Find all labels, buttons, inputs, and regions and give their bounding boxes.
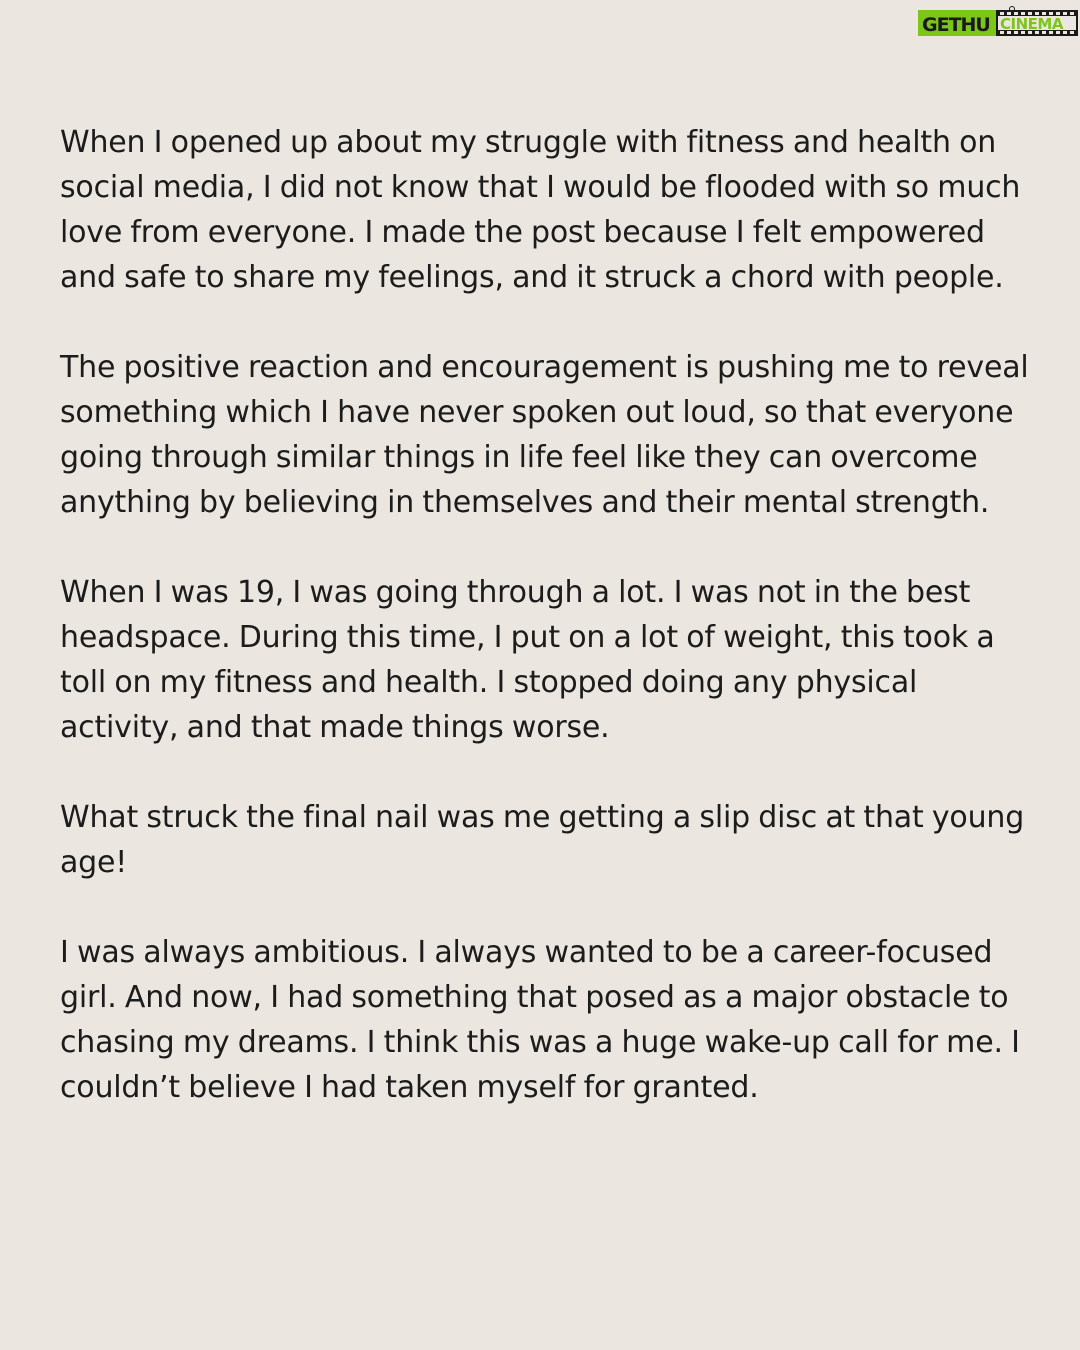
article-body	[60, 120, 1030, 1155]
svg-text:CINEMA: CINEMA	[1000, 15, 1063, 33]
gethucinema-logo-graphic	[918, 6, 1078, 42]
paragraph-5: I was always ambitious. I always wanted to be a career-focused girl. And now, I had something that posed as a major obstacle to chasing my dreams. I think this was a huge wake-up call for me. I couldn’t believe I had taken myself for granted.	[60, 935, 1020, 1105]
paragraph-3: When I was 19, I was going through a lot. I was not in the best headspace. During this time, I put on a lot of weight, this took a toll on my fitness and health. I stopped doing any physical activity, and that made things worse.	[60, 575, 995, 745]
paragraph-4: What struck the final nail was me getting a slip disc at that young age!	[60, 800, 1025, 880]
paragraph-1: When I opened up about my struggle with fitness and health on social media, I did not know that I would be flooded with so much love from everyone. I made the post because I felt empowered and safe to share my feelings, and it struck a chord with people.	[60, 125, 1021, 295]
svg-text:GETHU: GETHU	[922, 14, 990, 36]
gethucinema-logo	[918, 6, 1078, 42]
paragraph-2: The positive reaction and encouragement is pushing me to reveal something which I have never spoken out loud, so that everyone going through similar things in life feel like they can overcome anything by believing in themselves and their mental strength.	[60, 350, 1029, 520]
